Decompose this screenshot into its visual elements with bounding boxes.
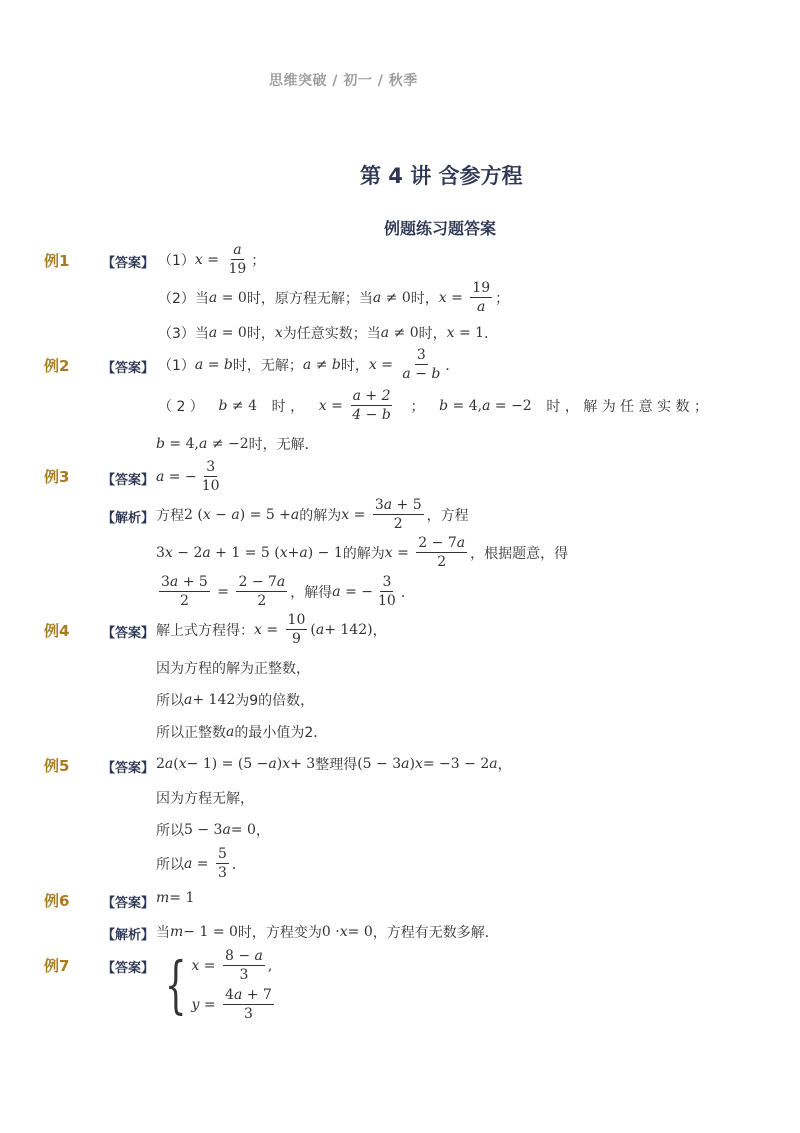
breadcrumb: 思维突破 / 初一 / 秋季	[269, 73, 418, 89]
ex3-analysis-2: 3 x − 2 a + 1 = 5 ( x + a ) − 1 的解为 x = $\frac{2 - 7a}{2}$ ，根据题意，得	[156, 535, 569, 571]
ex4-line-2: 因为方程的解为正整数，	[156, 661, 310, 677]
answer-tag: 【答案】	[102, 961, 155, 976]
page-title: 第 4 讲 含参方程	[360, 164, 523, 188]
ex7-row-y: y = $\frac{4a + 7}{3}$	[191, 987, 272, 1023]
ex7-equation-system	[156, 948, 277, 1022]
ex4-line-3: 所以 a + 142 为9的倍数，	[156, 692, 315, 709]
example-label-4: 例4	[44, 622, 70, 640]
ex2-line-2: （ 2 ） b ≠ 4 时 ， x = $\frac{a + 2}{4 - b}$ ； b = 4,a = −2 时 ， 解 为 任 意 实 数 ；	[158, 388, 708, 424]
ex3-analysis-3: $\frac{3a + 5}{2}$ = $\frac{2 - 7a}{2}$ ，解得 a = − $\frac{3}{10}$ ．	[161, 574, 415, 610]
ex1-line-1: （1） x = $\frac{a}{19}$ ；	[158, 242, 266, 278]
brace-symbol: {	[164, 948, 187, 1022]
ex7-row-x: x = $\frac{8 - a}{3}$ ,	[191, 948, 273, 984]
ex3-answer: a = − $\frac{3}{10}$	[156, 459, 220, 495]
example-label-6: 例6	[44, 892, 70, 910]
answer-tag: 【答案】	[102, 473, 155, 488]
answer-tag: 【答案】	[102, 256, 155, 271]
ex5-line-2: 因为方程无解，	[156, 791, 254, 807]
ex4-line-4: 所以正整数 a 的最小值为2．	[156, 724, 328, 741]
ex6-answer: m = 1	[156, 890, 195, 906]
example-label-1: 例1	[44, 252, 70, 270]
answer-tag: 【答案】	[102, 761, 155, 776]
ex1-line-3: （3）当 a = 0 时， x 为任意实数；当 a ≠ 0 时， x = 1 ．	[158, 325, 499, 342]
answer-tag: 【答案】	[102, 361, 155, 376]
ex5-line-4: 所以 a = $\frac{5}{3}$ ．	[156, 846, 246, 882]
answer-tag: 【答案】	[102, 626, 155, 641]
example-label-3: 例3	[44, 468, 70, 486]
ex4-line-1: 解上式方程得： x = $\frac{10}{9}$ ( a + 142) ，	[156, 612, 387, 648]
example-label-2: 例2	[44, 357, 70, 375]
analysis-tag: 【解析】	[102, 511, 155, 526]
ex1-line-2: （2）当 a = 0 时，原方程无解；当 a ≠ 0 时， x = $\frac{19}{a}$ ；	[158, 280, 510, 316]
ex6-analysis: 当 m − 1 = 0 时，方程变为 0 · x = 0 ，方程有无数多解．	[156, 924, 499, 941]
example-label-7: 例7	[44, 957, 70, 975]
analysis-tag: 【解析】	[102, 928, 155, 943]
page-subtitle: 例题练习题答案	[384, 219, 497, 238]
ex5-line-1: 2 a ( x − 1) = (5 − a ) x + 3 整理得 (5 − 3 a ) x = −3 − 2 a ，	[156, 756, 512, 773]
ex2-line-1: （1） a = b 时，无解； a ≠ b 时， x = $\frac{3}{a - b}$ ．	[158, 347, 460, 383]
ex2-line-3: b = 4, a ≠ −2 时，无解．	[156, 436, 319, 453]
ex5-line-3: 所以 5 − 3 a = 0 ，	[156, 822, 270, 839]
ex3-analysis-1: 方程 2 ( x − a ) = 5 + a 的解为 x = $\frac{3a + 5}{2}$ ，方程	[156, 497, 469, 533]
answer-tag: 【答案】	[102, 896, 155, 911]
example-label-5: 例5	[44, 757, 70, 775]
